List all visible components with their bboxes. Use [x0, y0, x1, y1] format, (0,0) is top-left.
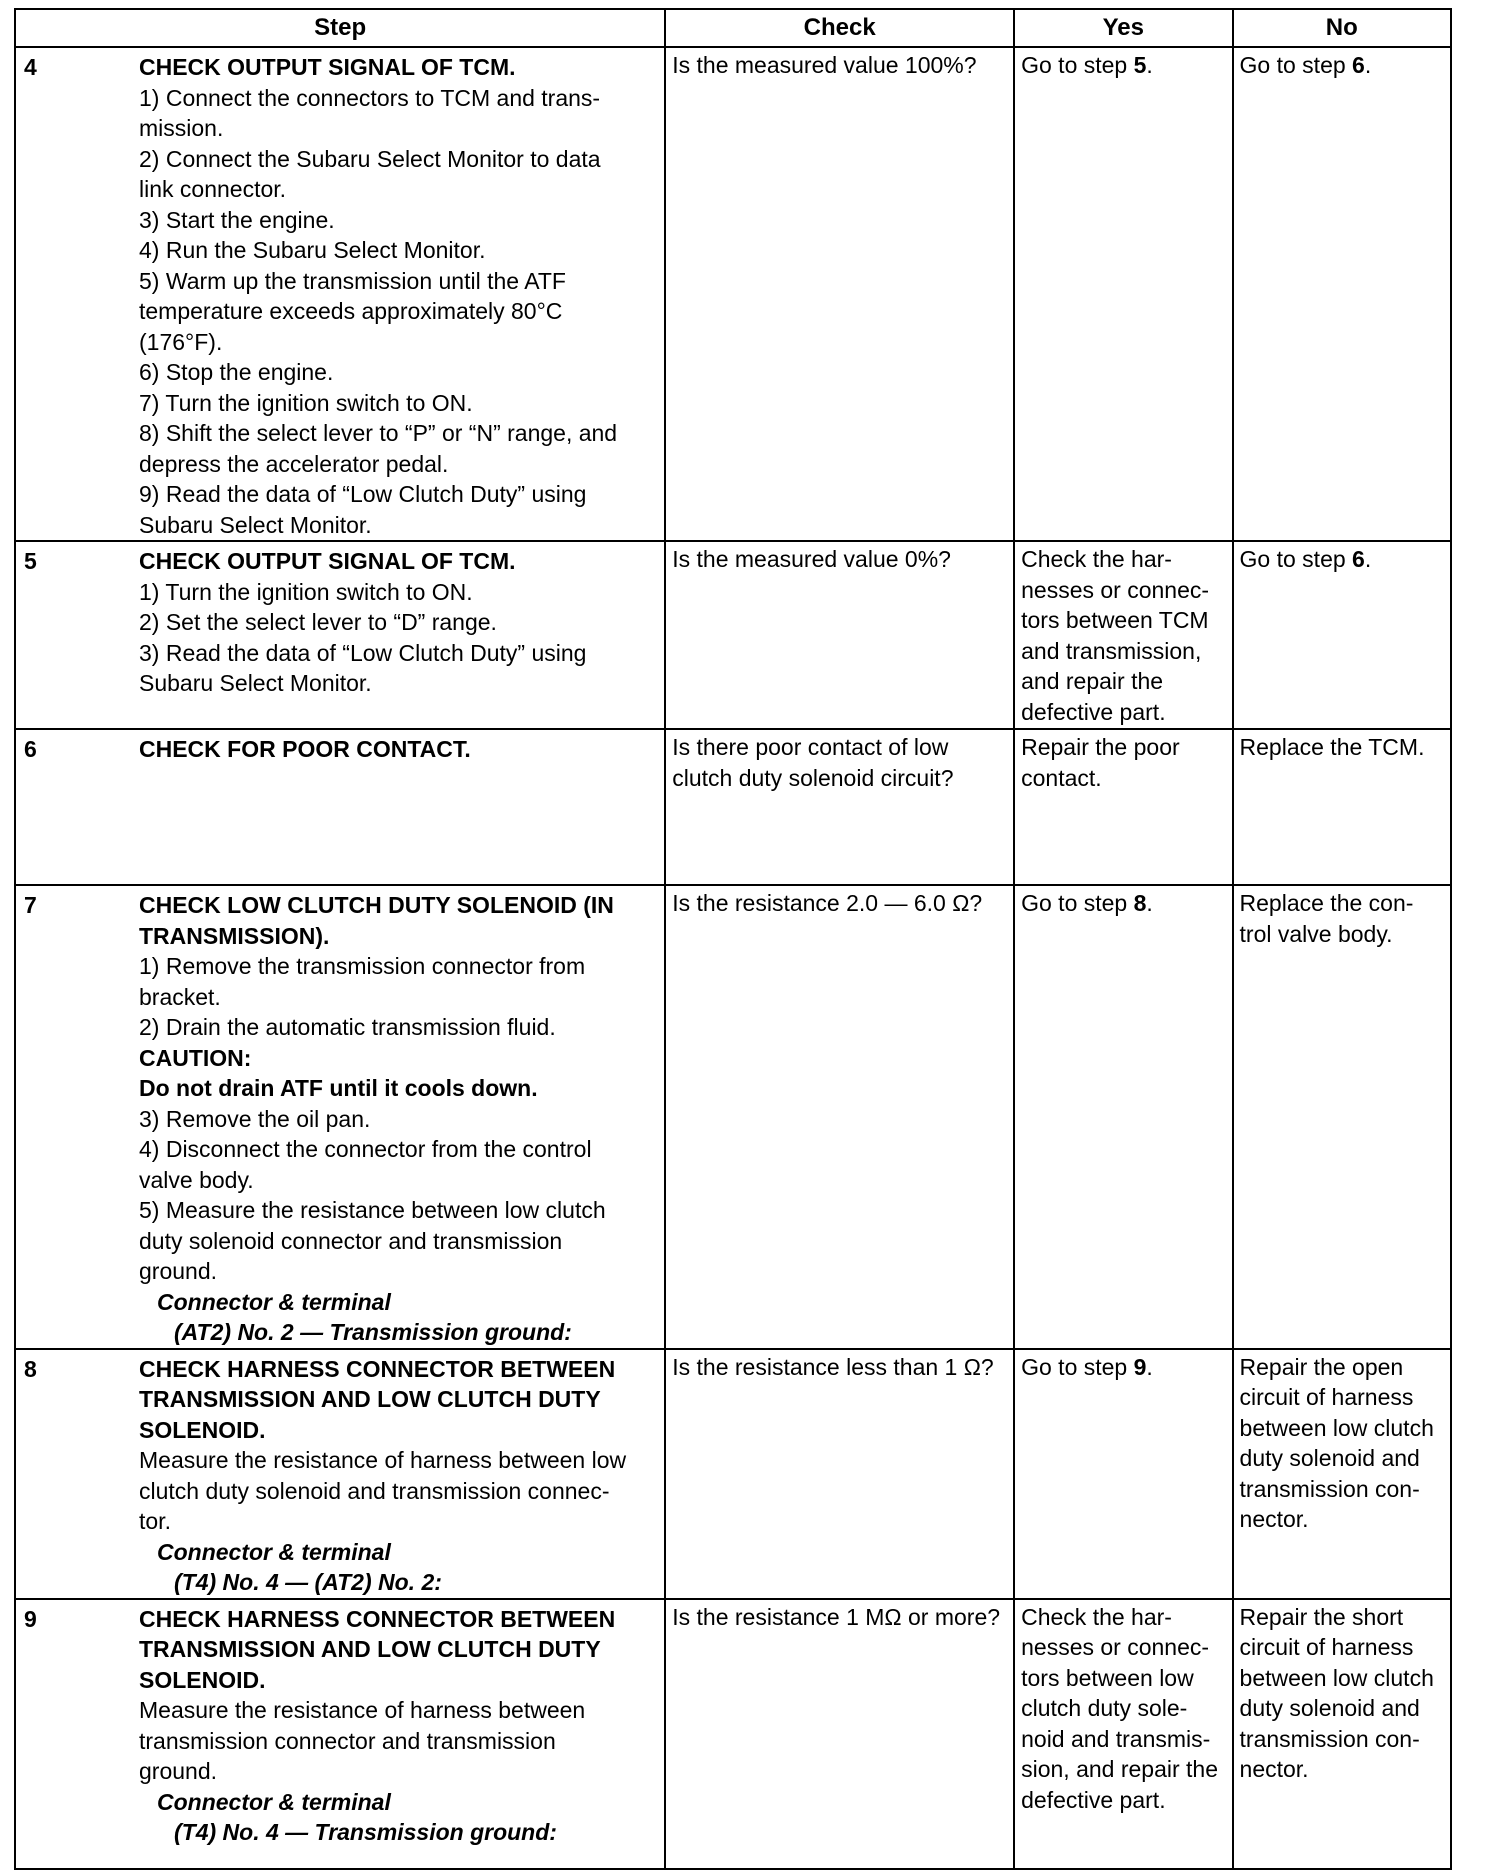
- table-row: [15, 885, 1451, 1349]
- yes-step-number: 9: [1133, 1353, 1147, 1380]
- step-title: SOLENOID.: [139, 1416, 266, 1443]
- check-cell: Is the resistance 2.0 — 6.0 Ω?: [665, 885, 1014, 1349]
- step-title: CHECK HARNESS CONNECTOR BETWEEN: [139, 1355, 616, 1382]
- no-suffix: .: [1364, 546, 1372, 572]
- step-cell: [15, 885, 665, 1349]
- check-cell: Is the resistance less than 1 Ω?: [665, 1349, 1014, 1599]
- header-row: [15, 9, 1451, 47]
- diagnostic-table: [14, 8, 1452, 1870]
- step-body: [139, 1352, 658, 1598]
- step-number: 6: [24, 736, 37, 762]
- header-step: Step: [15, 9, 665, 47]
- yes-step-number: 5: [1133, 52, 1147, 78]
- step-cell: [15, 47, 665, 541]
- yes-cell: [1014, 47, 1232, 541]
- step-line: 8) Shift the select lever to “P” or “N” range, and: [139, 420, 618, 446]
- step-title: CHECK HARNESS CONNECTOR BETWEEN: [139, 1605, 616, 1632]
- step-title: CHECK LOW CLUTCH DUTY SOLENOID (IN: [139, 892, 614, 918]
- step-line: 4) Disconnect the connector from the control: [139, 1136, 592, 1162]
- connector-value: (T4) No. 4 — Transmission ground:: [174, 1819, 557, 1845]
- step-line: 1) Turn the ignition switch to ON.: [139, 578, 473, 605]
- step-line: 7) Turn the ignition switch to ON.: [139, 389, 473, 416]
- step-line: Subaru Select Monitor.: [139, 670, 372, 696]
- step-line: 3) Start the engine.: [139, 206, 335, 233]
- yes-cell: Repair the poor contact.: [1014, 729, 1232, 885]
- step-title: CHECK OUTPUT SIGNAL OF TCM.: [139, 548, 516, 574]
- step-body: [139, 1602, 658, 1848]
- step-number: 5: [24, 548, 37, 574]
- step-line: temperature exceeds approximately 80°C: [139, 298, 563, 324]
- step-number: 9: [24, 1605, 37, 1632]
- yes-cell: [1014, 885, 1232, 1349]
- step-line: 1) Remove the transmission connector from: [139, 953, 586, 979]
- step-title: CHECK OUTPUT SIGNAL OF TCM.: [139, 54, 516, 80]
- yes-suffix: .: [1146, 890, 1153, 916]
- yes-cell: Check the har- nesses or connec- tors between TCM and transmission, and repair the defective part.: [1014, 541, 1232, 729]
- yes-step-number: 8: [1133, 890, 1147, 916]
- step-title: TRANSMISSION AND LOW CLUTCH DUTY: [139, 1386, 601, 1412]
- step-body: [139, 544, 658, 699]
- no-cell: Replace the con- trol valve body.: [1233, 885, 1451, 1349]
- step-line: clutch duty solenoid and transmission connec-: [139, 1477, 610, 1504]
- step-line: duty solenoid connector and transmission: [139, 1227, 563, 1254]
- connector-label: Connector & terminal: [157, 1788, 391, 1815]
- step-line: (176°F).: [139, 328, 223, 355]
- step-line: Subaru Select Monitor.: [139, 511, 372, 538]
- step-cell: [15, 729, 665, 885]
- yes-cell: [1014, 1349, 1232, 1599]
- table-row: [15, 1349, 1451, 1599]
- connector-value: (AT2) No. 2 — Transmission ground:: [174, 1319, 572, 1345]
- check-cell: Is the resistance 1 MΩ or more?: [665, 1599, 1014, 1869]
- step-cell: [15, 1349, 665, 1599]
- step-line: 2) Drain the automatic transmission fluid.: [139, 1014, 556, 1040]
- step-body: [139, 732, 658, 765]
- connector-label: Connector & terminal: [157, 1538, 391, 1565]
- step-number: 7: [24, 892, 37, 918]
- step-body: [139, 50, 658, 540]
- step-line: 3) Read the data of “Low Clutch Duty” using: [139, 639, 587, 666]
- header-check: Check: [665, 9, 1014, 47]
- connector-value: (T4) No. 4 — (AT2) No. 2:: [174, 1569, 442, 1595]
- caution-label: CAUTION:: [139, 1044, 252, 1071]
- yes-suffix: .: [1146, 1353, 1153, 1380]
- table-row: [15, 47, 1451, 541]
- step-line: 2) Set the select lever to “D” range.: [139, 609, 497, 635]
- table-row: [15, 541, 1451, 729]
- step-line: bracket.: [139, 983, 221, 1010]
- yes-prefix: Go to step: [1021, 52, 1134, 78]
- table-row: [15, 1599, 1451, 1869]
- yes-prefix: Go to step: [1021, 1353, 1134, 1380]
- step-line: Measure the resistance of harness between: [139, 1697, 586, 1723]
- check-cell: Is there poor contact of low clutch duty solenoid circuit?: [665, 729, 1014, 885]
- step-title: SOLENOID.: [139, 1666, 266, 1693]
- connector-label: Connector & terminal: [157, 1288, 391, 1315]
- header-yes: Yes: [1014, 9, 1232, 47]
- no-prefix: Go to step: [1239, 52, 1353, 78]
- step-line: 9) Read the data of “Low Clutch Duty” using: [139, 481, 587, 507]
- check-cell: Is the measured value 100%?: [665, 47, 1014, 541]
- step-title: TRANSMISSION).: [139, 922, 330, 949]
- step-line: ground.: [139, 1758, 218, 1784]
- step-line: 4) Run the Subaru Select Monitor.: [139, 237, 486, 263]
- yes-suffix: .: [1146, 52, 1153, 78]
- step-body: [139, 888, 658, 1348]
- step-line: transmission connector and transmission: [139, 1727, 556, 1754]
- no-cell: Repair the open circuit of harness between low clutch duty solenoid and transmission con- nector.: [1233, 1349, 1451, 1599]
- no-cell: [1233, 47, 1451, 541]
- step-line: mission.: [139, 115, 224, 141]
- check-cell: Is the measured value 0%?: [665, 541, 1014, 729]
- step-cell: [15, 1599, 665, 1869]
- step-line: 1) Connect the connectors to TCM and trans-: [139, 84, 601, 111]
- no-step-number: 6: [1352, 52, 1365, 78]
- step-line: valve body.: [139, 1166, 254, 1193]
- no-step-number: 6: [1352, 546, 1365, 572]
- no-prefix: Go to step: [1239, 546, 1353, 572]
- step-line: 2) Connect the Subaru Select Monitor to data: [139, 145, 601, 172]
- no-cell: Repair the short circuit of harness between low clutch duty solenoid and transmission con- nector.: [1233, 1599, 1451, 1869]
- step-number: 8: [24, 1355, 37, 1382]
- no-suffix: .: [1364, 52, 1372, 78]
- yes-cell: Check the har- nesses or connec- tors between low clutch duty sole- noid and transmis- sion, and repair the defective part.: [1014, 1599, 1232, 1869]
- step-cell: [15, 541, 665, 729]
- step-title: TRANSMISSION AND LOW CLUTCH DUTY: [139, 1636, 601, 1662]
- yes-prefix: Go to step: [1021, 890, 1134, 916]
- step-title: CHECK FOR POOR CONTACT.: [139, 736, 471, 762]
- step-line: link connector.: [139, 176, 287, 202]
- header-no: No: [1233, 9, 1451, 47]
- step-line: Measure the resistance of harness between low: [139, 1447, 627, 1473]
- no-cell: [1233, 541, 1451, 729]
- step-line: 3) Remove the oil pan.: [139, 1105, 371, 1132]
- step-line: 5) Measure the resistance between low clutch: [139, 1197, 606, 1223]
- step-number: 4: [24, 54, 37, 80]
- step-line: 6) Stop the engine.: [139, 359, 334, 385]
- caution-text: Do not drain ATF until it cools down.: [139, 1075, 538, 1101]
- step-line: depress the accelerator pedal.: [139, 450, 449, 477]
- step-line: tor.: [139, 1508, 171, 1534]
- no-cell: Replace the TCM.: [1233, 729, 1451, 885]
- table-row: [15, 729, 1451, 885]
- step-line: ground.: [139, 1258, 218, 1284]
- step-line: 5) Warm up the transmission until the ATF: [139, 267, 566, 294]
